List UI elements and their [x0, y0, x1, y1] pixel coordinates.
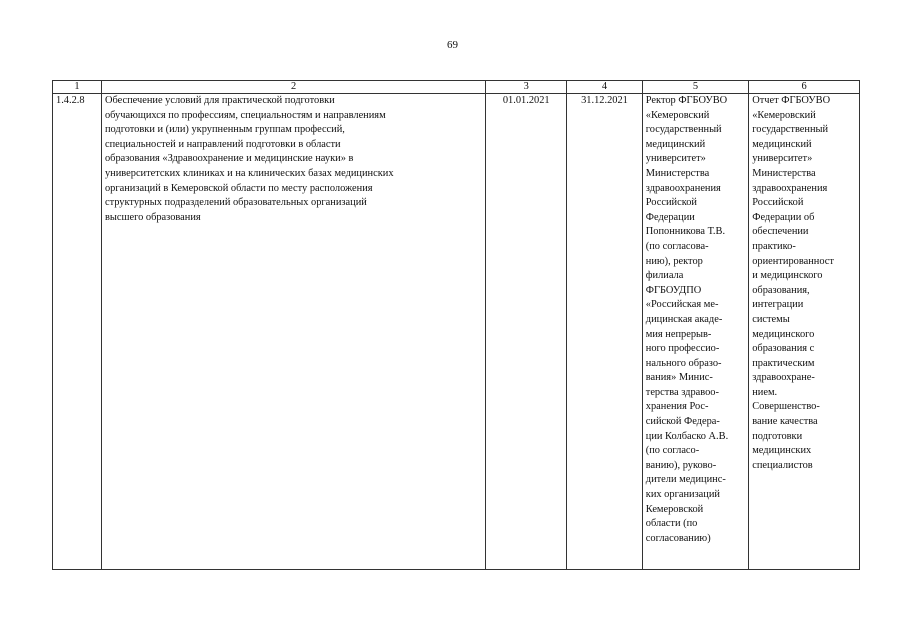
column-number: 5 — [642, 81, 748, 94]
responsible-executors: Ректор ФГБОУВО «Кемеровский государственный медицинский университет» Министерства здравоохранения Российской Федерации Попонникова Т.В. (по согласова- нию), ректор филиала ФГБОУДПО «Российская ме- дицинская акаде- мия непрерыв- ного профессио- нального образо- вания» Минис- терства здравоо- хранения Рос- сийской Федера- ции Колбаско А.В. (по согласо- ванию), руково- дители медицинс- ких организаций Кемеровской области (по согласованию) — [642, 94, 748, 570]
column-number: 6 — [749, 81, 860, 94]
column-number: 3 — [486, 81, 567, 94]
expected-result: Отчет ФГБОУВО «Кемеровский государственный медицинский университет» Министерства здравоохранения Российской Федерации об обеспечении практико- ориентированност и медицинского образования, интеграции системы медицинского образования с практическим здравоохране- нием. Совершенство- вание качества подготовки медицинских специалистов — [749, 94, 860, 570]
column-number: 1 — [53, 81, 102, 94]
item-description: Обеспечение условий для практической подготовки обучающихся по профессиям, специальностям и направлениям подготовки и (или) укрупненным группам профессий, специальностей и направлений подготовки в области образования «Здравоохранение и медицинские науки» в университетских клиниках и на клинических базах медицинских организаций в Кемеровской области по месту расположения структурных подразделений образовательных организаций высшего образования — [101, 94, 485, 570]
item-code: 1.4.2.8 — [53, 94, 102, 570]
page-number: 69 — [447, 39, 458, 51]
plan-table — [52, 80, 860, 570]
column-number: 2 — [101, 81, 485, 94]
column-number: 4 — [567, 81, 643, 94]
end-date: 31.12.2021 — [567, 94, 643, 570]
start-date: 01.01.2021 — [486, 94, 567, 570]
column-number-row — [53, 81, 860, 94]
table-row — [53, 94, 860, 570]
